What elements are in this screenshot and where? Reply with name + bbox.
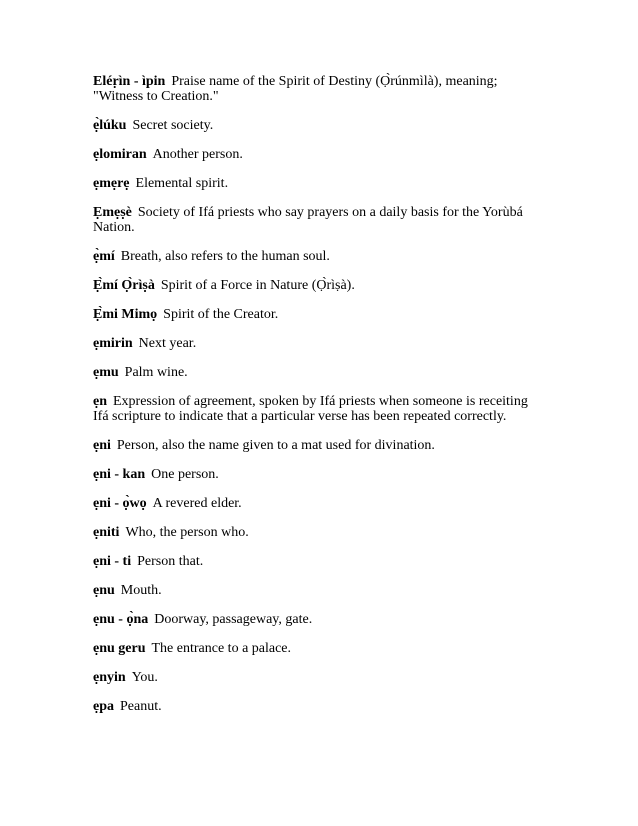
entry-term: ẹmu [93, 365, 119, 380]
entry-term: ẹni - ọ̀wọ [93, 496, 147, 511]
glossary-entry [93, 394, 543, 424]
glossary-entry [93, 496, 543, 511]
entry-definition: Secret society. [132, 118, 214, 133]
entry-definition: A revered elder. [152, 496, 242, 511]
glossary-entry [93, 365, 543, 380]
entry-term: ẹmẹrẹ [93, 176, 130, 191]
entry-term: ẹn [93, 394, 107, 409]
glossary-entry [93, 554, 543, 569]
entry-definition: Palm wine. [124, 365, 188, 380]
glossary-entry [93, 249, 543, 264]
entry-definition: Mouth. [120, 583, 162, 598]
entry-term: ẹnu [93, 583, 115, 598]
entry-definition: Who, the person who. [125, 525, 249, 540]
entry-term: ẹniti [93, 525, 120, 540]
glossary-entry [93, 670, 543, 685]
entry-definition: Expression of agreement, spoken by Ifá priests when someone is receiting Ifá scripture to indicate that a particular verse has been repeated correctly. [93, 394, 528, 424]
entry-definition: Doorway, passageway, gate. [154, 612, 313, 627]
entry-definition: Next year. [138, 336, 197, 351]
glossary-entry [93, 176, 543, 191]
entry-definition: Elemental spirit. [135, 176, 229, 191]
entry-definition: You. [131, 670, 158, 685]
glossary-entry [93, 118, 543, 133]
entry-term: ẹni [93, 438, 111, 453]
entry-definition: Spirit of the Creator. [163, 307, 279, 322]
glossary-entry [93, 699, 543, 714]
entry-term: Eléṛìn - ìpin [93, 74, 166, 89]
entry-term: Ẹ̀mí Ọ̀rìṣà [93, 278, 155, 293]
entry-definition: Person, also the name given to a mat used for divination. [116, 438, 435, 453]
entry-definition: Person that. [137, 554, 204, 569]
entry-definition: Breath, also refers to the human soul. [120, 249, 330, 264]
entry-definition: Praise name of the Spirit of Destiny (Ọ̀rúnmìlà), meaning; "Witness to Creation." [93, 74, 498, 104]
entry-term: ẹnyin [93, 670, 126, 685]
glossary-entry [93, 278, 543, 293]
glossary-entry [93, 525, 543, 540]
entry-definition: Spirit of a Force in Nature (Ọ̀rìṣà). [160, 278, 355, 293]
entry-term: ẹ̀lúku [93, 118, 127, 133]
entry-term: ẹnu - ọ̀na [93, 612, 149, 627]
glossary-entry [93, 467, 543, 482]
entry-definition: One person. [151, 467, 219, 482]
glossary-entry [93, 307, 543, 322]
glossary-entries [93, 74, 543, 728]
glossary-entry [93, 74, 543, 104]
entry-term: ẹ̀mí [93, 249, 115, 264]
entry-definition: Another person. [152, 147, 243, 162]
glossary-entry [93, 583, 543, 598]
entry-definition: Peanut. [120, 699, 162, 714]
entry-term: ẹmirin [93, 336, 133, 351]
entry-term: ẹpa [93, 699, 114, 714]
entry-term: ẹni - kan [93, 467, 146, 482]
glossary-entry [93, 612, 543, 627]
entry-term: Ẹmẹṣè [93, 205, 132, 220]
glossary-entry [93, 205, 543, 235]
glossary-entry [93, 438, 543, 453]
entry-term: ẹlomiran [93, 147, 147, 162]
entry-term: ẹnu geru [93, 641, 146, 656]
entry-term: Ẹ̀mi Mimọ [93, 307, 158, 322]
entry-definition: The entrance to a palace. [151, 641, 292, 656]
glossary-entry [93, 147, 543, 162]
glossary-entry [93, 336, 543, 351]
entry-term: ẹni - ti [93, 554, 132, 569]
glossary-entry [93, 641, 543, 656]
entry-definition: Society of Ifá priests who say prayers on a daily basis for the Yorùbá Nation. [93, 205, 523, 235]
